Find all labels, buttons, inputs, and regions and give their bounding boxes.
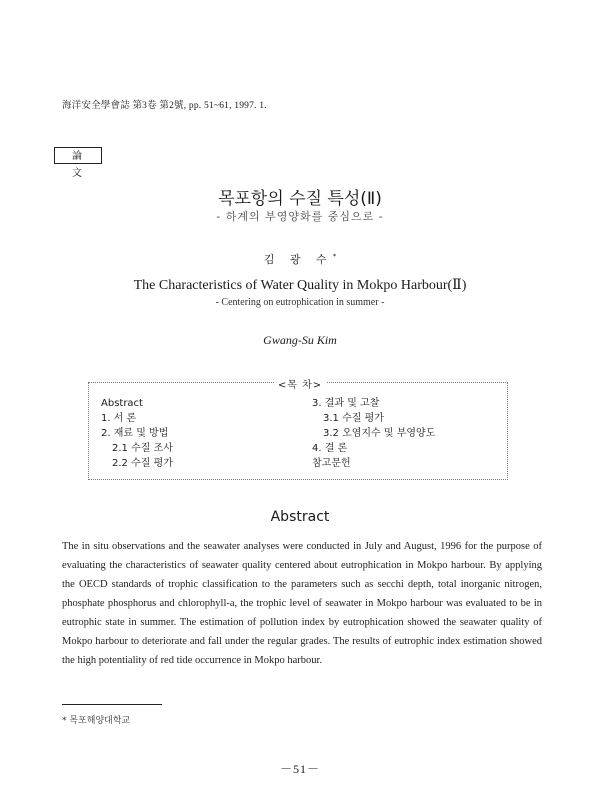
toc-item: 3.2 오염지수 및 부영양도 — [323, 428, 436, 439]
author-korean-name: 김 광 수 — [263, 253, 333, 266]
subtitle-korean: - 하계의 부영양화를 중심으로 - — [216, 210, 384, 223]
abstract-paragraph: The in situ observations and the seawater analyses were conducted in July and August, 1996 for the purpose of evaluating the characteristics of seawater quality centered about eutrophication in Mokpo harbour. By applying the OECD standards of trophic classification to the parameters such as secchi depth, total inorganic nitrogen, phosphate phosphorus and chlorophyll-a, the trophic level of seawater in Mokpo harbour was evaluated to be in eutrophic state in summer. The estimation of pollution index by eutrophication showed the seawater quality of Mokpo harbour to deteriorate and fall under the regular grades. The results of eutrophic index estimation showed the high potentiality of red tide occurrence in Mokpo harbour. — [62, 541, 542, 666]
author-affiliation-mark: * — [332, 252, 337, 261]
subtitle-english: - Centering on eutrophication in summer - — [215, 297, 385, 308]
toc-heading-text: <목 차> — [274, 380, 326, 391]
toc-item: Abstract — [101, 398, 143, 409]
toc-item: 참고문헌 — [312, 458, 351, 469]
toc-item: 3.1 수질 평가 — [323, 413, 384, 424]
toc-heading — [0, 376, 600, 391]
footnote-rule — [62, 704, 162, 705]
toc-item: 2.2 수질 평가 — [112, 458, 173, 469]
author-english: Gwang-Su Kim — [263, 333, 337, 347]
toc-item: 1. 서 론 — [101, 413, 137, 424]
toc-item: 3. 결과 및 고찰 — [312, 398, 380, 409]
footnote-affiliation: * 목포해양대학교 — [62, 716, 131, 726]
abstract-body — [62, 537, 542, 670]
page-number: －51－ — [279, 762, 320, 776]
journal-citation: 海洋安全學會誌 第3卷 第2號, pp. 51~61, 1997. 1. — [62, 101, 267, 111]
author-korean — [0, 251, 600, 267]
abstract-heading: Abstract — [270, 509, 330, 525]
toc-item: 2. 재료 및 방법 — [101, 428, 169, 439]
toc-left-column — [101, 396, 173, 471]
toc-item: 4. 결 론 — [312, 443, 348, 454]
article-type-badge: 論 文 — [54, 147, 102, 164]
toc-right-column — [312, 396, 435, 471]
title-english: The Characteristics of Water Quality in Mokpo Harbour(Ⅱ) — [133, 278, 467, 293]
toc-item: 2.1 수질 조사 — [112, 443, 173, 454]
title-korean: 목포항의 수질 특성(Ⅱ) — [218, 189, 382, 209]
